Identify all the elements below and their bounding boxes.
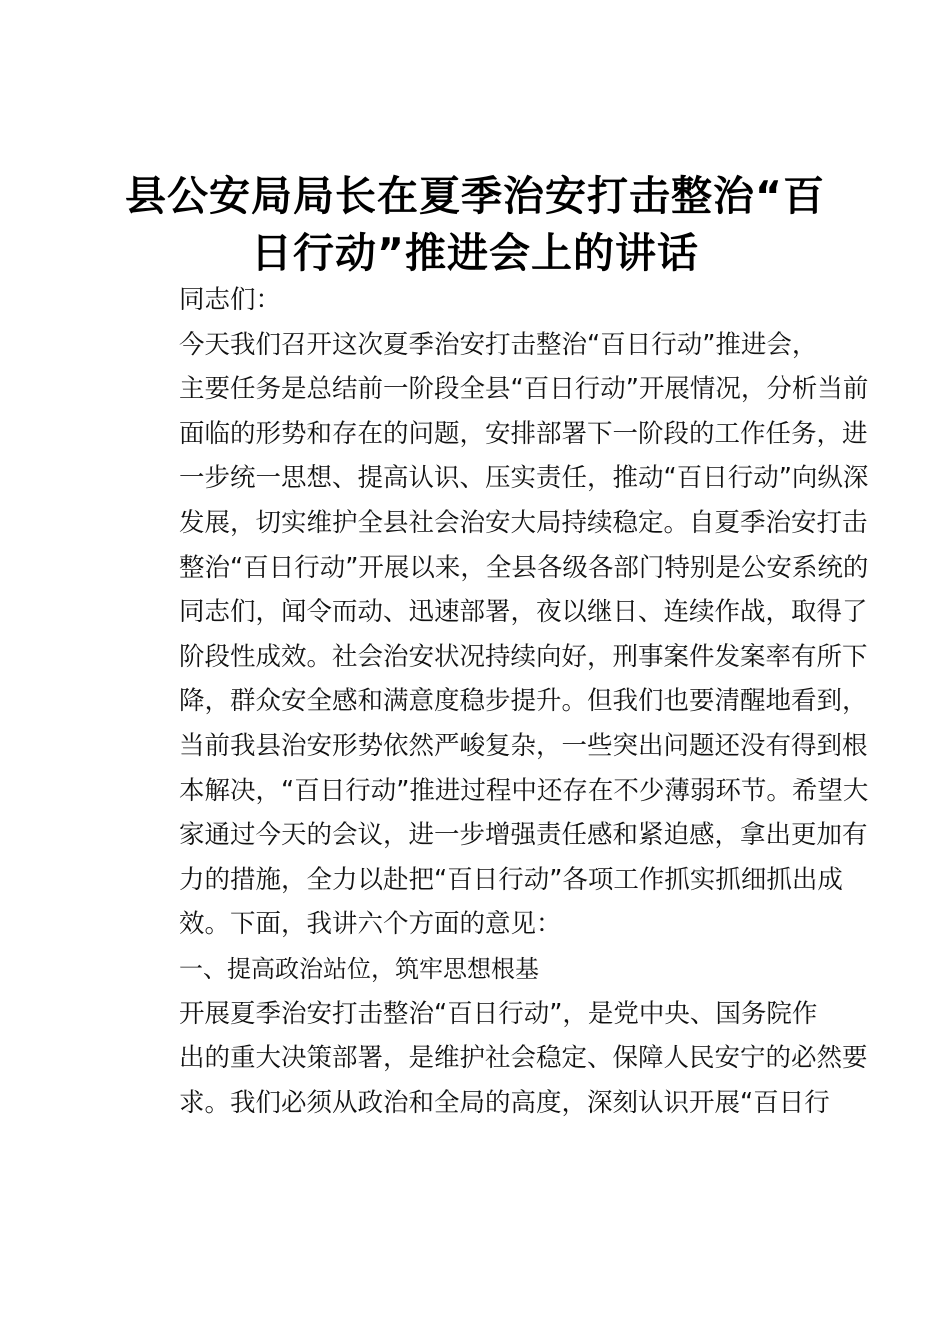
intro-line: 本解决，“百日行动”推进过程中还存在不少薄弱环节。希望大 [179,775,869,806]
salutation-text: 同志们： [179,285,282,315]
title-line-1: 县公安局局长在夏季治安打击整治“百 [125,172,825,220]
section-1-line: 开展夏季治安打击整治“百日行动”，是党中央、国务院作 [179,998,818,1029]
intro-line: 家通过今天的会议，进一步增强责任感和紧迫感，拿出更加有 [179,820,868,851]
intro-line: 阶段性成效。社会治安状况持续向好，刑事案件发案率有所下 [179,641,868,672]
salutation [128,278,828,323]
intro-line: 效。下面，我讲六个方面的意见： [179,909,562,940]
intro-paragraph [128,323,869,947]
document-title [110,168,840,282]
intro-line: 当前我县治安形势依然严峻复杂，一些突出问题还没有得到根 [179,730,868,761]
section-heading-1-text: 一、提高政治站位，筑牢思想根基 [179,954,539,983]
section-heading-1 [128,947,828,992]
document-body [128,278,869,1125]
intro-line: 今天我们召开这次夏季治安打击整治“百日行动”推进会， [179,329,818,360]
section-1-paragraph [128,992,868,1126]
intro-line: 力的措施，全力以赴把“百日行动”各项工作抓实抓细抓出成 [179,864,843,895]
section-1-line: 求。我们必须从政治和全局的高度，深刻认识开展“百日行 [179,1087,830,1118]
intro-line: 面临的形势和存在的问题，安排部署下一阶段的工作任务，进 [179,418,868,449]
section-1-line: 出的重大决策部署，是维护社会稳定、保障人民安宁的必然要 [179,1043,868,1074]
intro-line: 同志们，闻令而动、迅速部署，夜以继日、连续作战，取得了 [179,597,868,628]
intro-line: 一步统一思想、提高认识、压实责任，推动“百日行动”向纵深 [179,463,869,494]
intro-line: 发展，切实维护全县社会治安大局持续稳定。自夏季治安打击 [179,507,868,538]
title-line-2: 日行动”推进会上的讲话 [251,229,699,277]
intro-line: 整治“百日行动”开展以来，全县各级各部门特别是公安系统的 [179,552,869,583]
intro-line: 降，群众安全感和满意度稳步提升。但我们也要清醒地看到， [179,686,868,717]
intro-line: 主要任务是总结前一阶段全县“百日行动”开展情况，分析当前 [179,374,869,405]
